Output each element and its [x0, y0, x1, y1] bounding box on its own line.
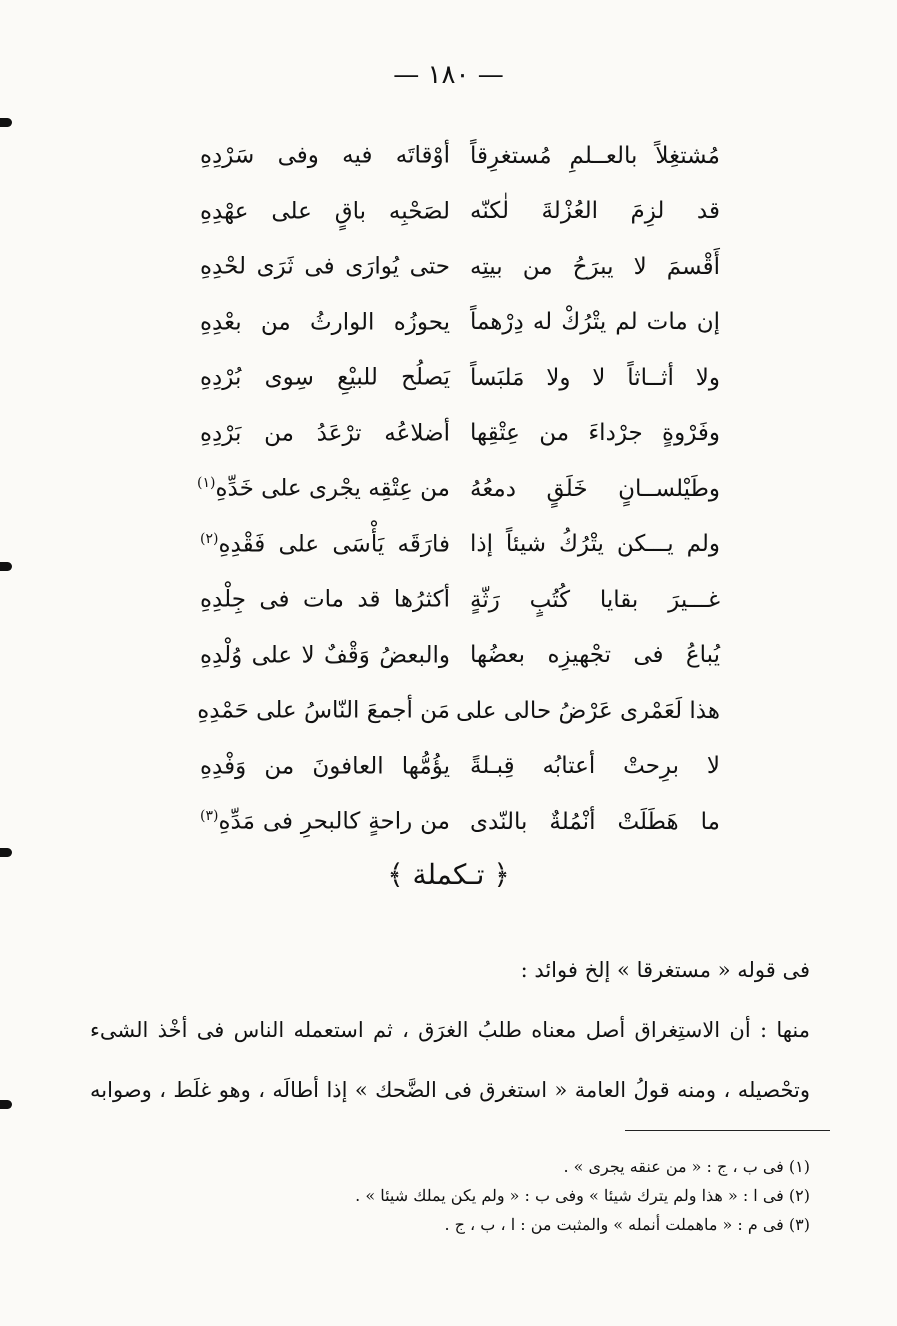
footnotes [240, 1152, 810, 1239]
verse-5-left-hemistich [200, 364, 450, 391]
poem-verse-9 [200, 572, 720, 628]
verse-7-right-hemistich: وطَيْلســانٍ خَلَقٍ دمعُهُ [470, 475, 720, 502]
prose-line-3: وتحْصيله ، ومنه قولُ العامة « استغرق فى الضَّحك » إذا أطالَه ، وهو غلَط ، وصوابه [90, 1078, 810, 1102]
poem-verse-4 [200, 295, 720, 351]
verse-10-right-hemistich: يُباعُ فى تجْهيزِه بعضُها [470, 642, 720, 669]
verse-10-left-hemistich [200, 642, 450, 669]
verse-7-left-hemistich [197, 475, 450, 503]
verse-2-right-hemistich: قد لزِمَ العُزْلةَ لٰكنّه [470, 198, 720, 225]
scan-edge-mark [0, 1100, 12, 1109]
verse-6-right-hemistich: وفَرْوةٍ جرْداءَ من عِتْقِها [470, 420, 720, 447]
verse-4-right-hemistich: إن مات لم يتْرُكْ له دِرْهماً [470, 309, 720, 336]
verse-9-right-hemistich: غـــيرَ بقايا كُتُبٍ رَثّةٍ [470, 586, 720, 613]
verse-1-left-text: أوْقاتَه فيه وفى سَرْدِهِ [200, 143, 450, 170]
verse-11-right-hemistich: هذا لَعَمْرى عَرْضُ حالى على [455, 697, 720, 724]
verse-9-left-text: أكثرُها قد مات فى جِلْدِهِ [200, 587, 450, 614]
verse-4-left-text: يحوزُه الوارثُ من بعْدِهِ [200, 309, 450, 336]
verse-3-left-hemistich [200, 253, 450, 280]
poem [197, 128, 720, 850]
verse-8-right-hemistich: ولم يـــكن يتْرُكُ شيئاً إذا [470, 531, 720, 558]
verse-13-left-hemistich [200, 808, 450, 835]
footnote-divider [625, 1130, 830, 1131]
verse-10-left-text: والبعضُ وَقْفٌ لا على وُلْدِهِ [200, 642, 450, 669]
verse-11-left-hemistich [197, 697, 450, 725]
poem-verse-13 [200, 794, 720, 850]
poem-verse-6 [200, 406, 720, 462]
poem-verse-10 [200, 628, 720, 684]
poem-verse-12 [200, 739, 720, 795]
page-number: — ١٨٠ — [393, 60, 504, 90]
verse-2-left-text: لصَحْبِه باقٍ على عهْدِهِ [200, 198, 450, 225]
poem-verse-5 [200, 350, 720, 406]
prose-paragraph [90, 940, 810, 1120]
footnote-3: (٣) فى م : « ماهملت أنمله » والمثبت من : ا ، ب ، ج . [444, 1215, 810, 1234]
verse-13-right-hemistich: ما هَطَلَتْ أنْمُلةٌ بالنّدى [470, 808, 720, 835]
verse-5-right-hemistich: ولا أثــاثاً لا ولا مَلبَساً [470, 364, 720, 391]
scan-edge-mark [0, 848, 12, 857]
poem-verse-7 [197, 461, 720, 517]
poem-verse-1 [200, 128, 720, 184]
verse-6-left-text: أضلاعُه ترْعَدُ من بَرْدِهِ [200, 420, 450, 447]
verse-6-left-hemistich [200, 420, 450, 447]
scan-edge-mark [0, 562, 12, 571]
verse-13-left-text: من راحةٍ كالبحرِ فى مَدِّهِ [218, 809, 450, 836]
verse-8-left-text: فارَقَه يَأْسَى على فَقْدِهِ [218, 531, 450, 558]
poem-verse-3 [200, 239, 720, 295]
verse-1-left-hemistich [200, 142, 450, 169]
verse-3-right-hemistich: أَقْسمَ لا يبرَحُ من بيتِه [470, 253, 720, 280]
verse-4-left-hemistich [200, 309, 450, 336]
scan-edge-mark [0, 118, 12, 127]
verse-7-footnote-marker: (١) [197, 475, 216, 492]
verse-8-left-hemistich [200, 531, 450, 558]
verse-1-right-hemistich: مُشتغِلاً بالعــلمِ مُستغرِقاً [470, 142, 720, 169]
verse-12-left-text: يؤُمُّها العافونَ من وَفْدِهِ [200, 753, 450, 780]
verse-3-left-text: حتى يُوارَى فى ثَرَى لحْدِهِ [200, 254, 450, 281]
verse-2-left-hemistich [200, 198, 450, 225]
verse-8-footnote-marker: (٢) [200, 530, 219, 547]
prose-line-2: منها : أن الاستِغراق أصل معناه طلبُ الغرَق ، ثم استعمله الناس فى أخْذ الشىء [90, 1018, 810, 1042]
verse-5-left-text: يَصلُح للبيْعِ سِوى بُرْدِهِ [200, 365, 450, 392]
verse-11-left-text: مَن أجمعَ النّاسُ على حَمْدِهِ [197, 698, 450, 725]
poem-verse-2 [200, 184, 720, 240]
footnote-2: (٢) فى ا : « هذا ولم يترك شيئا » وفى ب : « ولم يكن يملك شيئا » . [355, 1186, 810, 1205]
poem-verse-8 [200, 517, 720, 573]
footnote-1: (١) فى ب ، ج : « من عنقه يجرى » . [563, 1157, 810, 1176]
verse-13-footnote-marker: (٣) [200, 808, 219, 825]
verse-12-left-hemistich [200, 753, 450, 780]
prose-line-1: فى قوله « مستغرقا » إلخ فوائد : [520, 958, 810, 982]
section-title: ﴿ تـكملة ﴾ [387, 858, 510, 891]
verse-9-left-hemistich [200, 586, 450, 613]
verse-12-right-hemistich: لا برِحتْ أعتابُه قِبـلةً [470, 753, 720, 780]
poem-verse-11 [197, 683, 720, 739]
verse-7-left-text: من عِتْقِه يجْرى على خَدِّهِ [215, 476, 450, 503]
